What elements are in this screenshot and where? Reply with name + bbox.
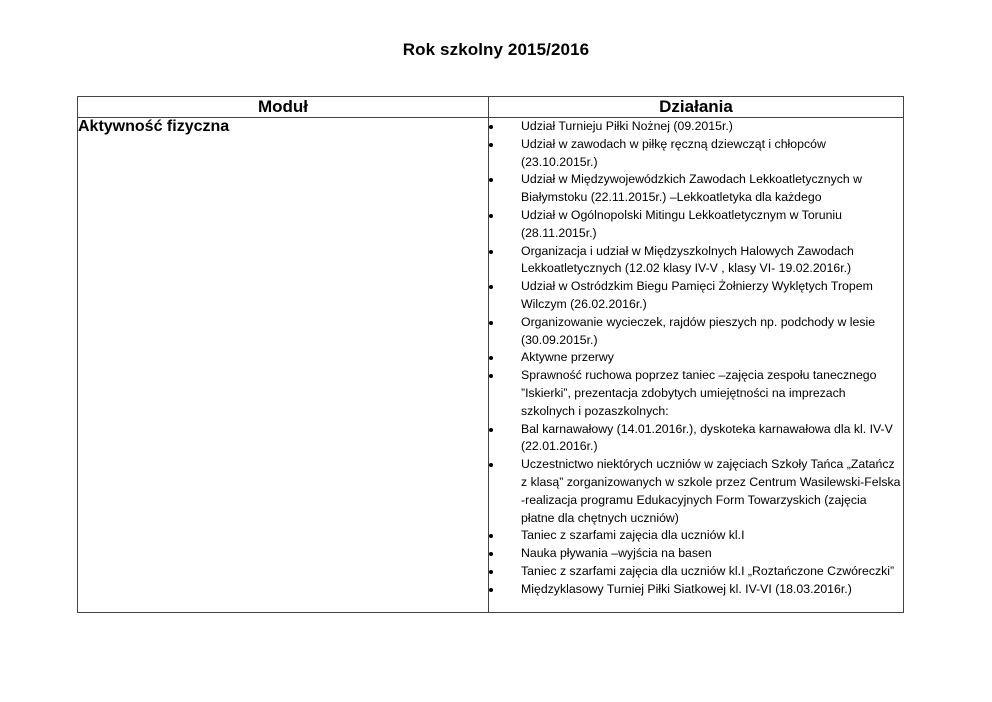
activities-table — [77, 96, 904, 613]
list-item: Organizowanie wycieczek, rajdów pieszych np. podchody w lesie (30.09.2015r.) — [489, 314, 903, 350]
actions-cell — [489, 118, 904, 613]
list-item: Uczestnictwo niektórych uczniów w zajęciach Szkoły Tańca „Zatańcz z klasą” zorganizowanych w szkole przez Centrum Wasilewski-Felska -realizacja programu Edukacyjnych Form Towarzyskich (zajęcia płatne dla chętnych uczniów) — [489, 456, 903, 527]
list-item: Udział w Ostródzkim Biegu Pamięci Żołnierzy Wyklętych Tropem Wilczym (26.02.2016r.) — [489, 278, 903, 314]
actions-list — [489, 118, 903, 599]
list-item: Udział w zawodach w piłkę ręczną dziewcząt i chłopców (23.10.2015r.) — [489, 136, 903, 172]
list-item: Bal karnawałowy (14.01.2016r.), dyskoteka karnawałowa dla kl. IV-V (22.01.2016r.) — [489, 421, 903, 457]
actions-column-header: Działania — [489, 97, 904, 118]
list-item: Udział w Międzywojewódzkich Zawodach Lekkoatletycznych w Białymstoku (22.11.2015r.) –Lekkoatletyka dla każdego — [489, 171, 903, 207]
module-name: Aktywność fizyczna — [78, 118, 489, 613]
table-row — [78, 118, 904, 613]
module-column-header: Moduł — [78, 97, 489, 118]
list-item: Aktywne przerwy — [489, 349, 903, 367]
list-item: Udział Turnieju Piłki Nożnej (09.2015r.) — [489, 118, 903, 136]
list-item: Nauka pływania –wyjścia na basen — [489, 545, 903, 563]
list-item: Sprawność ruchowa poprzez taniec –zajęcia zespołu tanecznego ”Iskierki”, prezentacja zdobytych umiejętności na imprezach szkolnych i pozaszkolnych: — [489, 367, 903, 420]
table-header-row — [78, 97, 904, 118]
list-item: Międzyklasowy Turniej Piłki Siatkowej kl. IV-VI (18.03.2016r.) — [489, 581, 903, 599]
list-item: Taniec z szarfami zajęcia dla uczniów kl.I — [489, 527, 903, 545]
document-title: Rok szkolny 2015/2016 — [402, 40, 590, 59]
list-item: Taniec z szarfami zajęcia dla uczniów kl.I „Roztańczone Czwóreczki” — [489, 563, 903, 581]
list-item: Udział w Ogólnopolski Mitingu Lekkoatletycznym w Toruniu (28.11.2015r.) — [489, 207, 903, 243]
list-item: Organizacja i udział w Międzyszkolnych Halowych Zawodach Lekkoatletycznych (12.02 klasy IV-V , klasy VI- 19.02.2016r.) — [489, 243, 903, 279]
